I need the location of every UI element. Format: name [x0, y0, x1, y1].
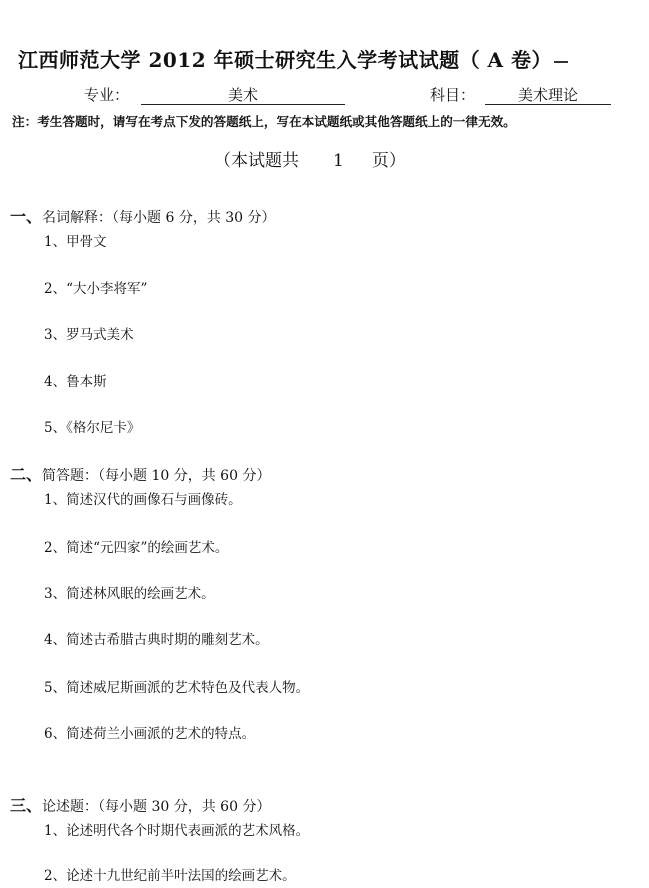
question-2-6: 6、简述荷兰小画派的艺术的特点。 — [44, 726, 256, 742]
section-2-title: 简答题：（每小题 10 分，共 60 分） — [42, 468, 271, 484]
question-2-5: 5、简述威尼斯画派的艺术特色及代表人物。 — [44, 680, 310, 696]
section-2-heading — [10, 462, 270, 485]
subject-label: 科目： — [430, 86, 476, 104]
exam-title-text: 江西师范大学 2012 年硕士研究生入学考试试题（ A 卷） — [18, 48, 553, 72]
section-2-numeral: 二、 — [10, 465, 43, 484]
page-count-number: 1 — [333, 151, 344, 171]
major-label: 专业： — [84, 86, 130, 104]
question-1-4: 4、鲁本斯 — [44, 374, 107, 390]
title-tail-mark — [554, 61, 568, 63]
question-1-2: 2、“大小李将军” — [44, 281, 148, 297]
major-value: 美术 — [141, 86, 345, 105]
page-count-line — [214, 146, 406, 171]
question-2-2: 2、简述“元四家”的绘画艺术。 — [44, 540, 229, 556]
page-count-suffix: 页） — [371, 151, 406, 171]
major-field — [84, 84, 345, 105]
subject-value: 美术理论 — [485, 86, 611, 105]
section-1-title: 名词解释：（每小题 6 分，共 30 分） — [42, 210, 276, 226]
question-1-3: 3、罗马式美术 — [44, 327, 134, 343]
question-1-5: 5、《格尔尼卡》 — [44, 420, 141, 436]
section-3-numeral: 三、 — [10, 796, 43, 815]
section-3-title: 论述题：（每小题 30 分，共 60 分） — [42, 799, 271, 815]
question-3-2: 2、论述十九世纪前半叶法国的绘画艺术。 — [44, 868, 296, 884]
section-1-heading — [10, 204, 276, 227]
subject-field — [430, 84, 611, 105]
question-2-1: 1、简述汉代的画像石与画像砖。 — [44, 492, 242, 508]
question-3-1: 1、论述明代各个时期代表画派的艺术风格。 — [44, 823, 310, 839]
section-3-heading — [10, 793, 270, 816]
question-1-1: 1、甲骨文 — [44, 234, 107, 250]
exam-title — [18, 44, 638, 73]
section-1-numeral: 一、 — [10, 207, 43, 226]
question-2-4: 4、简述古希腊古典时期的雕刻艺术。 — [44, 632, 269, 648]
exam-notice: 注：考生答题时，请写在考点下发的答题纸上，写在本试题纸或其他答题纸上的一律无效。 — [12, 114, 516, 129]
question-2-3: 3、简述林风眠的绘画艺术。 — [44, 586, 215, 602]
page-count-prefix: （本试题共 — [214, 151, 299, 171]
